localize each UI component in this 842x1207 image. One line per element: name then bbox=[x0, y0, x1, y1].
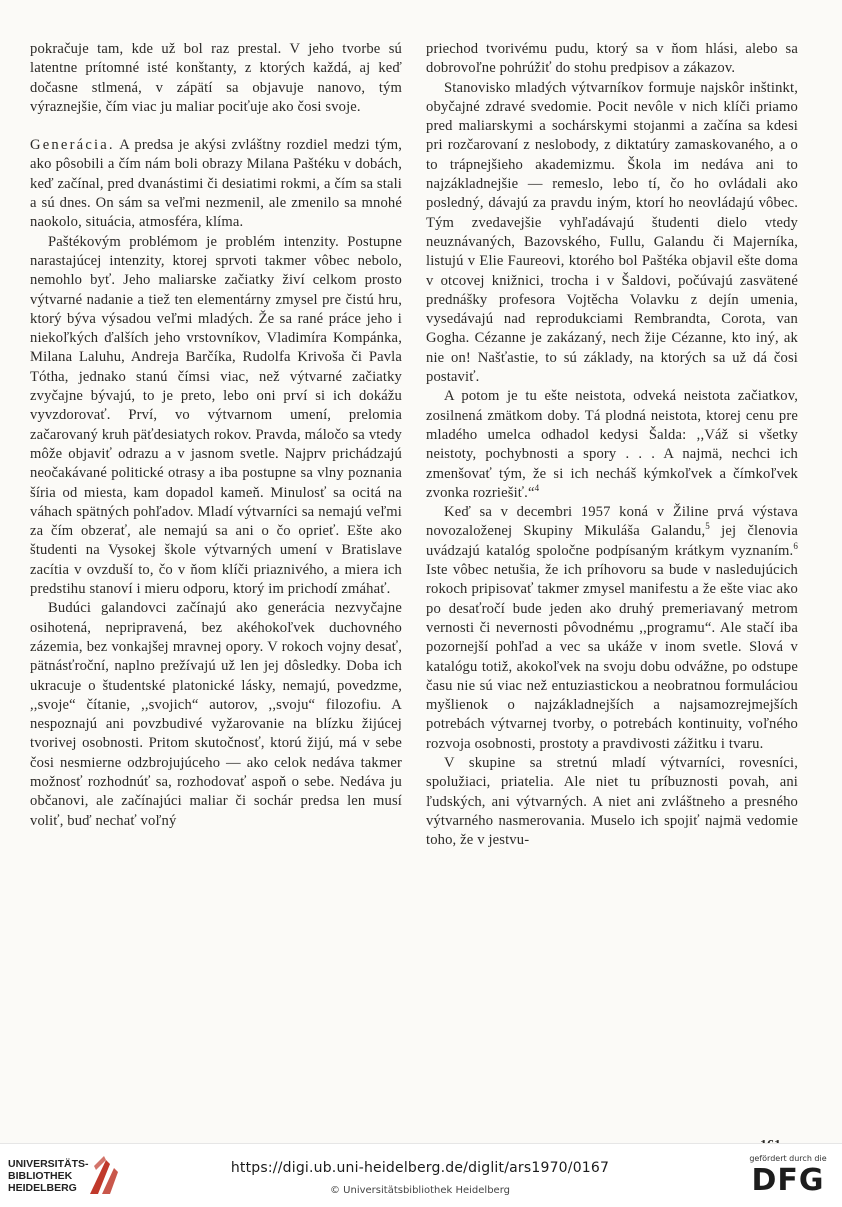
paragraph bbox=[30, 136, 402, 232]
copyright-notice: © Universitätsbibliothek Heidelberg bbox=[329, 1185, 510, 1196]
paragraph: V skupine sa stretnú mladí výtvarníci, rovesníci, spolužiaci, priatelia. Ale niet tu príbuznosti povah, ani ľudských, ani výtvarných. A niet ani zvláštneho a presného výtvarného nasmerovania. Muselo ich spojiť najmä vedomie toho, že v jestvu- bbox=[426, 754, 798, 849]
footnote-ref: 5 bbox=[705, 521, 710, 532]
permalink-link[interactable]: https://digi.ub.uni-heidelberg.de/diglit/ars1970/0167 bbox=[230, 1160, 610, 1176]
paragraph: Stanovisko mladých výtvarníkov formuje najskôr inštinkt, obyčajné zdravé svedomie. Pocit nevôle v nich klíči priamo pred maliarskymi a sochárskymi stojanmi a začína sa kdesi pri rozčarovaní z neslobody, z diktatúry zamaskovaného, a o to trápnejšieho akademizmu. Škola im nedáva ani to najzákladnejšie — remeslo, lebo tí, čo ho ovládali ako posledný, dávajú za pravdu iným, ktorí ho neovládajú vôbec. Tým zvedavejšie vyhľadávajú študenti dielo vtedy neuznávaných, Bazovského, Fullu, Galandu či Majerníka, listujú v Elie Faureovi, ktorého bol Paštéka objavil ešte doma v otcovej knižnici, trocha i v Šaldovi, počúvajú zasvätené prednášky profesora Vojtěcha Volavku z dejín umenia, vysedávajú nad reprodukciami Rembrandta, Corota, van Gogha. Cézanne je zakázaný, nech žije Cézanne, kto iný, ak nie on! Našťastie, to sú základy, na ktorých sa už dá čosi postaviť. bbox=[426, 79, 798, 386]
paragraph bbox=[426, 503, 798, 754]
paragraph: Paštékovým problémom je problém intenzity. Postupne narastajúcej intenzity, ktorej sprvoti takmer vôbec nebolo, nemohlo byť. Jeho maliarske začiatky živí celkom prosto výtvarné nadanie a tiež ten elementárny zmysel pre čistú hru, ktorý býva výsadou veľmi mladých. Že sa rané práce jeho i niekoľkých ďalších jeho vrstovníkov, Vladimíra Kompánka, Milana Laluhu, Andreja Barčíka, Rudolfa Krivoša či Pavla Tótha, jednako stanú čímsi viac, než výtvarné začiatky zvyčajne bývajú, to je preto, lebo oni prví si ich dokážu vyvzdorovať. Prví, vo výtvarnom umení, prelomia začarovaný kruh päťdesiatych rokov. Pravda, máločo sa vtedy môže objaviť odrazu a v jasnom svetle. Najprv prichádzajú neočakávané politické otrasy a iba postupne sa vlny poznania šíria od miesta, kam dopadol kameň. Minulosť sa ocitá na váhach spätných pohľadov. Mladí výtvarníci sa nemajú veľmi za čím obzerať, ale nemajú sa ani o čo oprieť. Ešte ako študenti na Vysokej škole výtvarných umení v Bratislave zacítia v ovzduší to, čo v ňom klíči priaznivého, a miera ich predstihu stanoví i mieru odporu, ktorý im prichodí zmáhať. bbox=[30, 233, 402, 598]
footnote-ref: 6 bbox=[793, 540, 798, 551]
library-name bbox=[8, 1158, 89, 1194]
paragraph: Budúci galandovci začínajú ako generácia nezvyčajne osihotená, nepripravená, bez akéhokoľvek duchovného zázemia, bez vonkajšej mravnej opory. V rokoch vojny desať, pätnásťroční, naplno prežívajú už len jej dôsledky. Doba ich ukracuje o študentské platonické lásky, nemajú, povedzme, ,,svoje“ čítanie, ,,svojich“ autorov, ,,svoju“ filozofiu. A nespoznajú ani povzbudivé vyžarovanie na blízku žijúcej tvorivej osobnosti. Pritom skutočnosť, ktorú žijú, má v sebe čosi nesmierne odzbrojujúceho — ako celok nedáva takmer možnosť rozhodnúť sa, rozhodovať aspoň o sebe. Nedáva ju občanovi, ale začínajúci maliar či sochár predsa len musí voliť, buď nechať voľný bbox=[30, 600, 402, 829]
library-name-line: HEIDELBERG bbox=[8, 1182, 77, 1194]
dfg-logo-icon: DFG bbox=[751, 1163, 825, 1198]
library-logo[interactable] bbox=[8, 1158, 148, 1202]
sponsor-logo[interactable] bbox=[740, 1154, 836, 1204]
paragraph-text: jej členovia uvádzajú katalóg spoločne podpísaným krátkym vyznaním. bbox=[426, 523, 798, 559]
left-column bbox=[30, 40, 402, 831]
right-column bbox=[426, 40, 798, 850]
paragraph bbox=[426, 387, 798, 503]
library-name-line: UNIVERSITÄTS- bbox=[8, 1158, 89, 1170]
paragraph-text: A predsa je akýsi zvláštny rozdiel medzi tým, ako pôsobili a čím nám boli obrazy Milana Paštéku v dobách, keď začínal, pred dvanástimi či desiatimi rokmi, a čím sa stali a sú dnes. On sám sa veľmi nezmenil, ale zmenilo sa mnohé naokolo, situácia, atmosféra, klíma. bbox=[30, 137, 402, 231]
paragraph: pokračuje tam, kde už bol raz prestal. V jeho tvorbe sú latentne prítomné isté konštanty, z ktorých každá, aj keď dočasne stlmená, v zápätí sa objavuje nanovo, tým výraznejšie, čím viac ju maliar pociťuje ako čosi svoje. bbox=[30, 41, 402, 115]
section-keyword: Generácia. bbox=[30, 137, 115, 154]
paragraph-text: A potom je tu ešte neistota, odveká neistota začiatkov, zosilnená zmätkom doby. Tá plodná neistota, ktorej cenu pre mladého umelca odhadol kedysi Šalda: ,,Váž si všetky neistoty, pochybnosti a spory . . . A najmä, nechci ich zmenšovať tým, že si ich necháš kýmkoľvek a čímkoľvek zvonka rozriešiť.“ bbox=[426, 388, 798, 501]
footnote-ref: 4 bbox=[534, 482, 540, 493]
library-name-line: BIBLIOTHEK bbox=[8, 1170, 73, 1182]
sponsor-caption: gefördert durch die bbox=[749, 1154, 827, 1163]
paragraph-text: Iste vôbec netušia, že ich príhovoru sa bude v nasledujúcich rokoch pripisovať takmer zmysel manifestu a že ešte viac ako po desaťročí bude jeden ako druhý premeriavaný metrom vernosti či nevernosti pôvodnému ,,programu“. Ale stačí iba pozornejší pohľad a vec sa ukáže v inom svetle. Slová v katalógu totiž, akokoľvek na svoju dobu odvážne, po odstupe času nie sú viac než entuziastickou a neobratnou formuláciou myšlienok o najzákladnejších a najsamozrejmejších potrebách výtvarnej tvorby, o potrebách kontinuity, voľného rozvoja osobnosti, prostoty a pravdivosti zážitku i tvaru. bbox=[426, 562, 798, 752]
library-emblem-icon bbox=[86, 1154, 126, 1198]
viewer-footer bbox=[0, 1143, 842, 1207]
paragraph: priechod tvorivému pudu, ktorý sa v ňom hlási, alebo sa dobrovoľne pohrúžiť do stohu predpisov a zákazov. bbox=[426, 41, 798, 77]
paragraph-text: Keď sa v decembri 1957 koná v Žiline prvá výstava novozaloženej Skupiny Mikuláša Galandu, bbox=[426, 504, 798, 540]
